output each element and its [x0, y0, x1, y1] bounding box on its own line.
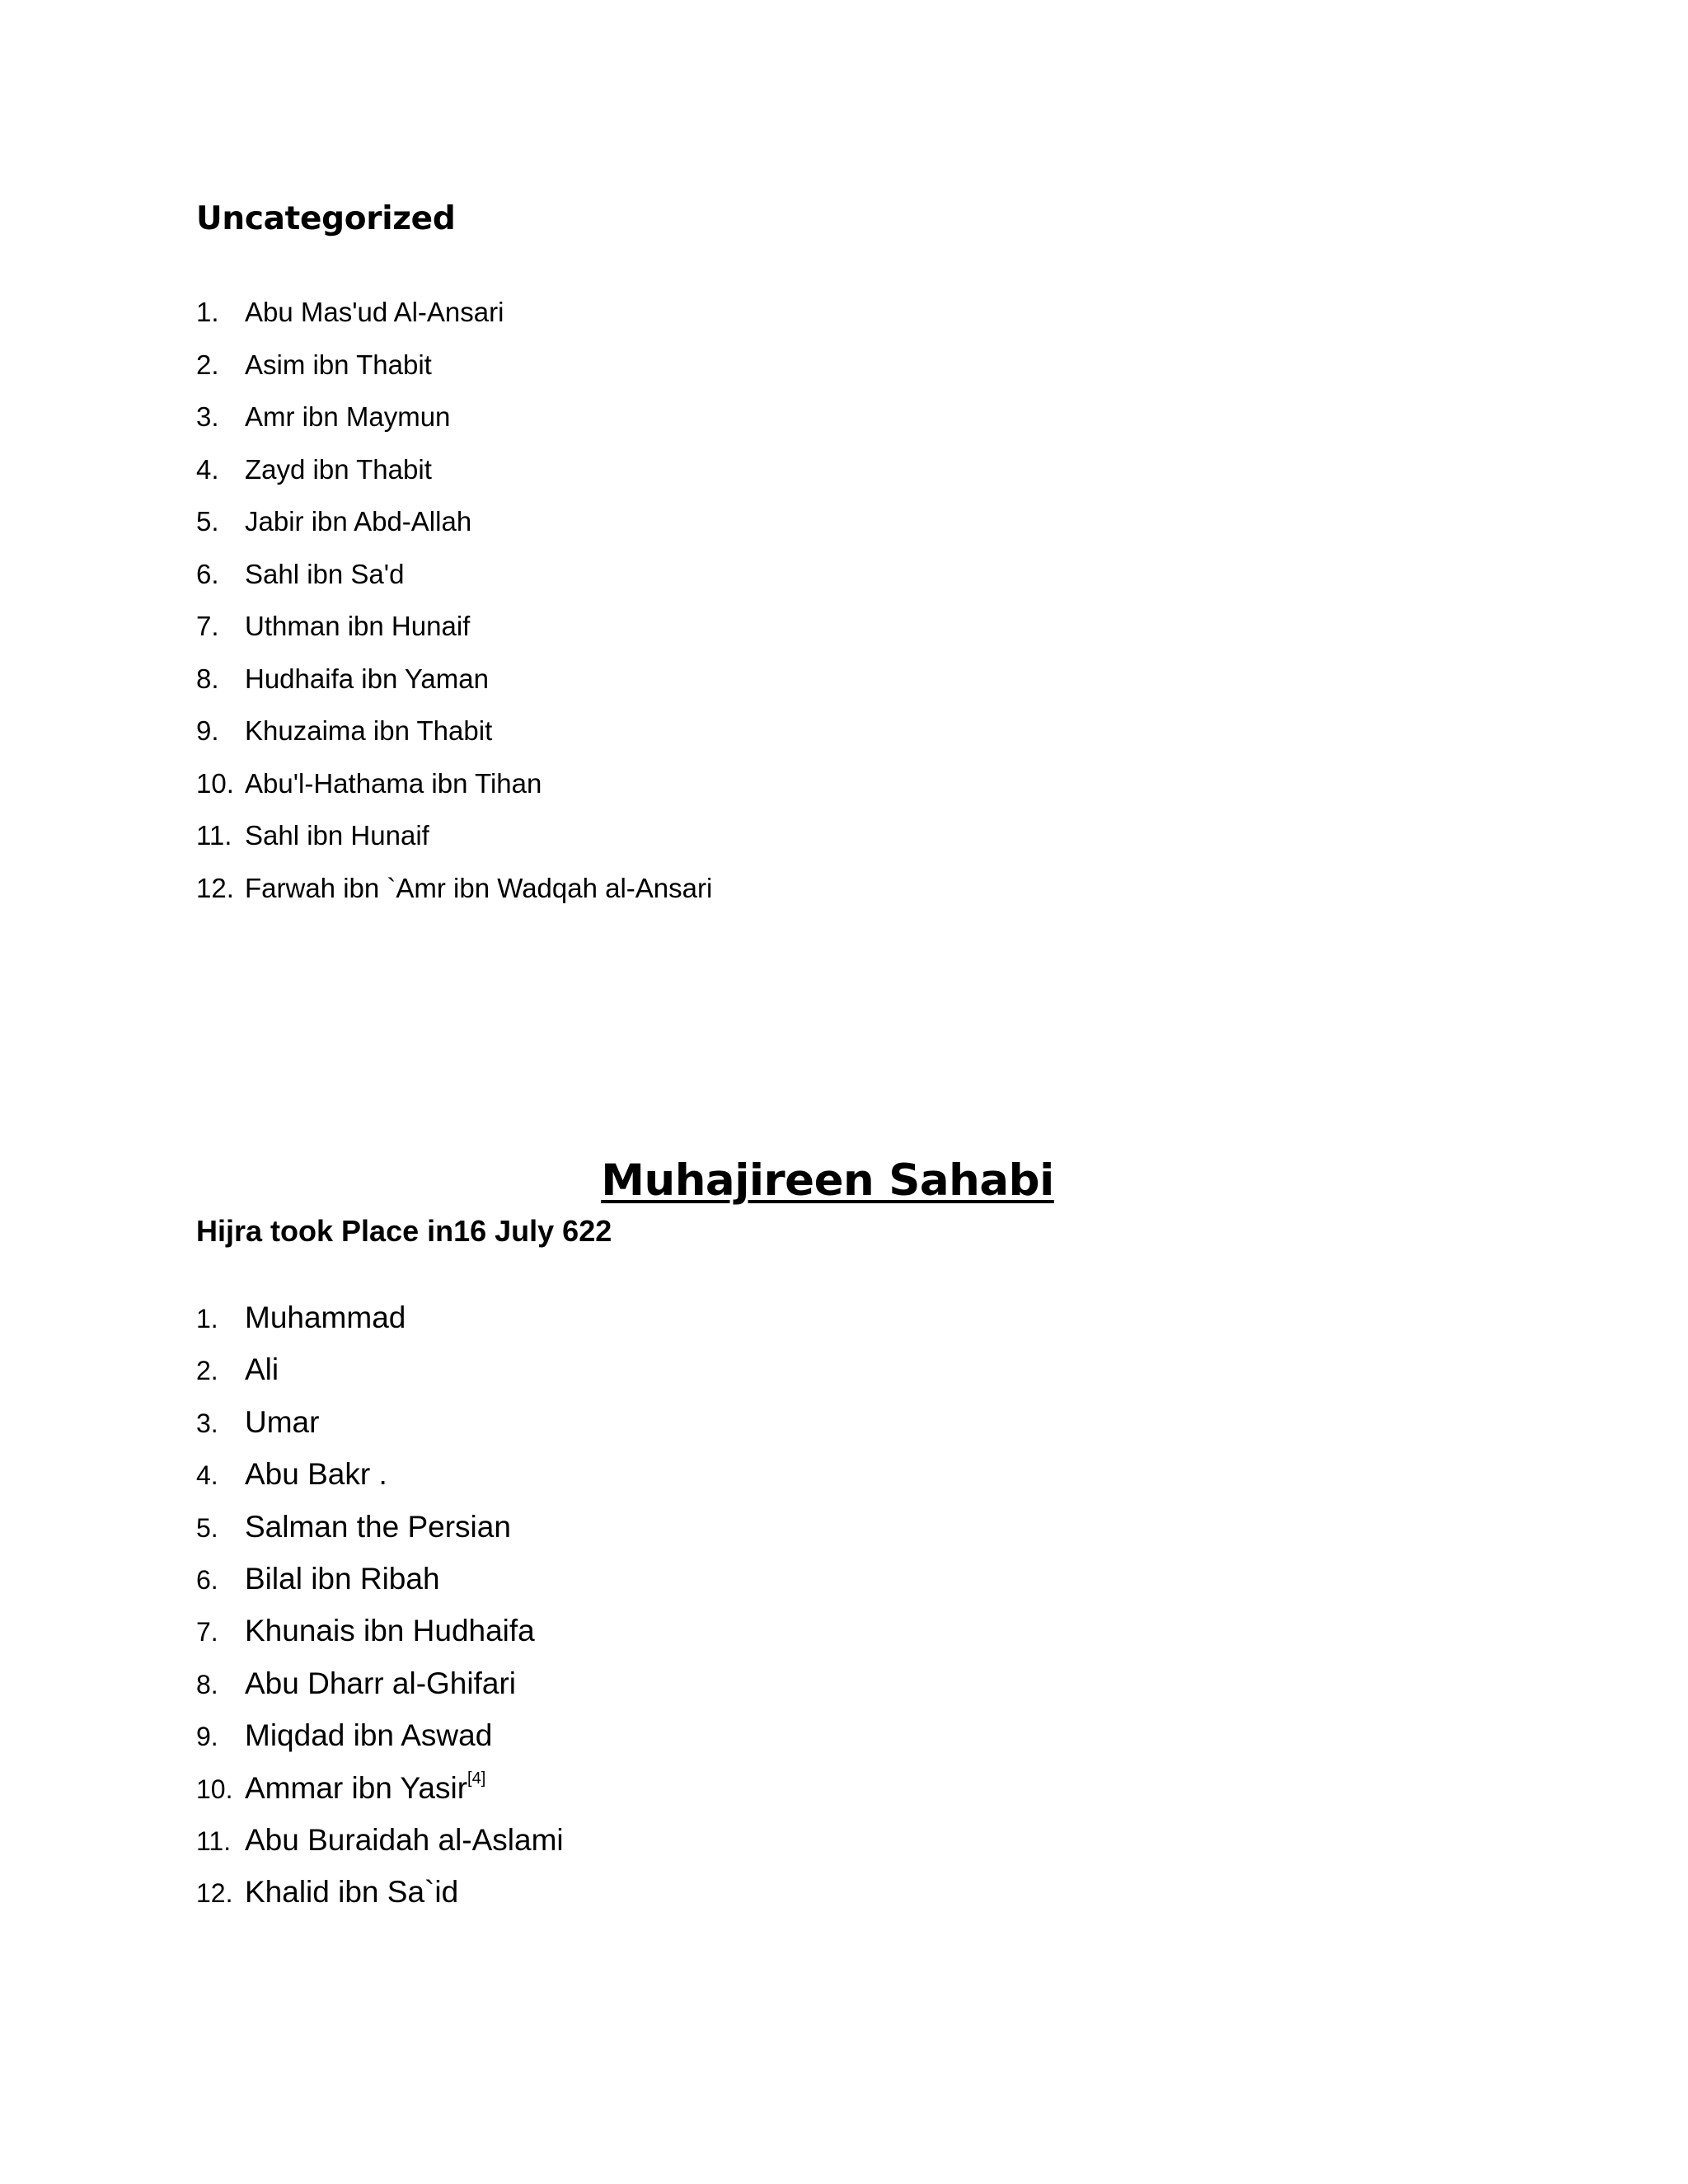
list-item — [196, 818, 712, 870]
item-number: 4. — [196, 453, 219, 485]
list-item — [196, 556, 712, 609]
list-item — [196, 1821, 564, 1873]
list-item — [196, 1404, 564, 1455]
item-number: 3. — [196, 1408, 218, 1438]
list-item — [196, 399, 712, 452]
item-number: 11. — [196, 820, 232, 851]
list-item — [196, 1717, 564, 1769]
list-item — [196, 294, 712, 347]
item-number: 11. — [196, 1825, 232, 1856]
item-number: 12. — [196, 872, 234, 903]
list-item — [196, 608, 712, 661]
item-number: 5. — [196, 506, 219, 537]
item-number: 2. — [196, 349, 219, 380]
item-number: 3. — [196, 401, 219, 432]
section-heading-uncategorized: Uncategorized — [196, 200, 456, 237]
item-number: 7. — [196, 1617, 218, 1647]
item-name: Sahl ibn Sa'd — [245, 558, 405, 589]
item-name: Farwah ibn `Amr ibn Wadqah al-Ansari — [245, 872, 713, 903]
list-item — [196, 870, 712, 923]
item-number: 1. — [196, 1304, 218, 1333]
item-name: Asim ibn Thabit — [245, 349, 432, 380]
list-item — [196, 347, 712, 400]
list-item — [196, 1351, 564, 1403]
hijra-subtitle: Hijra took Place in16 July 622 — [196, 1214, 612, 1248]
item-name: Abu Buraidah al-Aslami — [245, 1822, 564, 1857]
item-number: 8. — [196, 663, 219, 694]
list-item — [196, 1769, 564, 1821]
item-name: Khuzaima ibn Thabit — [245, 715, 493, 746]
list-item — [196, 1665, 564, 1717]
item-number: 10. — [196, 1774, 233, 1804]
item-name: Amr ibn Maymun — [245, 401, 451, 432]
item-name: Zayd ibn Thabit — [245, 453, 432, 485]
list-item — [196, 1299, 564, 1351]
list-item — [196, 452, 712, 504]
item-name: Uthman ibn Hunaif — [245, 611, 471, 641]
item-name: Khalid ibn Sa`id — [245, 1875, 459, 1910]
item-name: Bilal ibn Ribah — [245, 1561, 440, 1596]
item-name: Ammar ibn Yasir — [245, 1770, 468, 1805]
item-name: Abu'l-Hathama ibn Tihan — [245, 767, 542, 799]
item-name: Hudhaifa ibn Yaman — [245, 663, 489, 694]
item-number: 10. — [196, 767, 234, 799]
item-number: 2. — [196, 1356, 218, 1386]
list-item — [196, 1508, 564, 1560]
list-item — [196, 1560, 564, 1612]
list-item — [196, 713, 712, 766]
item-name: Umar — [245, 1404, 320, 1439]
item-name: Ali — [245, 1352, 279, 1387]
list-item — [196, 1612, 564, 1664]
muhajireen-list — [196, 1299, 564, 1926]
item-name: Sahl ibn Hunaif — [245, 820, 429, 851]
list-item — [196, 661, 712, 714]
item-name: Khunais ibn Hudhaifa — [245, 1614, 535, 1648]
uncategorized-list — [196, 294, 712, 922]
item-number: 4. — [196, 1460, 218, 1491]
item-name: Abu Dharr al-Ghifari — [245, 1666, 517, 1700]
item-name: Abu Mas'ud Al-Ansari — [245, 297, 504, 327]
list-item — [196, 1873, 564, 1925]
item-name: Muhammad — [245, 1301, 406, 1334]
item-name: Salman the Persian — [245, 1509, 511, 1544]
item-name: Miqdad ibn Aswad — [245, 1718, 493, 1753]
item-number: 12. — [196, 1878, 233, 1909]
footnote-reference-link[interactable]: [4] — [467, 1769, 486, 1788]
list-item — [196, 504, 712, 556]
item-name: Jabir ibn Abd-Allah — [245, 506, 472, 537]
list-item — [196, 766, 712, 818]
item-number: 5. — [196, 1512, 218, 1543]
item-number: 8. — [196, 1669, 218, 1699]
item-number: 6. — [196, 558, 219, 589]
item-number: 6. — [196, 1564, 218, 1595]
item-number: 7. — [196, 611, 219, 641]
item-number: 1. — [196, 297, 219, 327]
item-name: Abu Bakr . — [245, 1457, 387, 1492]
page-title-muhajireen: Muhajireen Sahabi — [601, 1155, 1054, 1206]
list-item — [196, 1455, 564, 1507]
item-number: 9. — [196, 1722, 218, 1752]
item-number: 9. — [196, 715, 219, 746]
